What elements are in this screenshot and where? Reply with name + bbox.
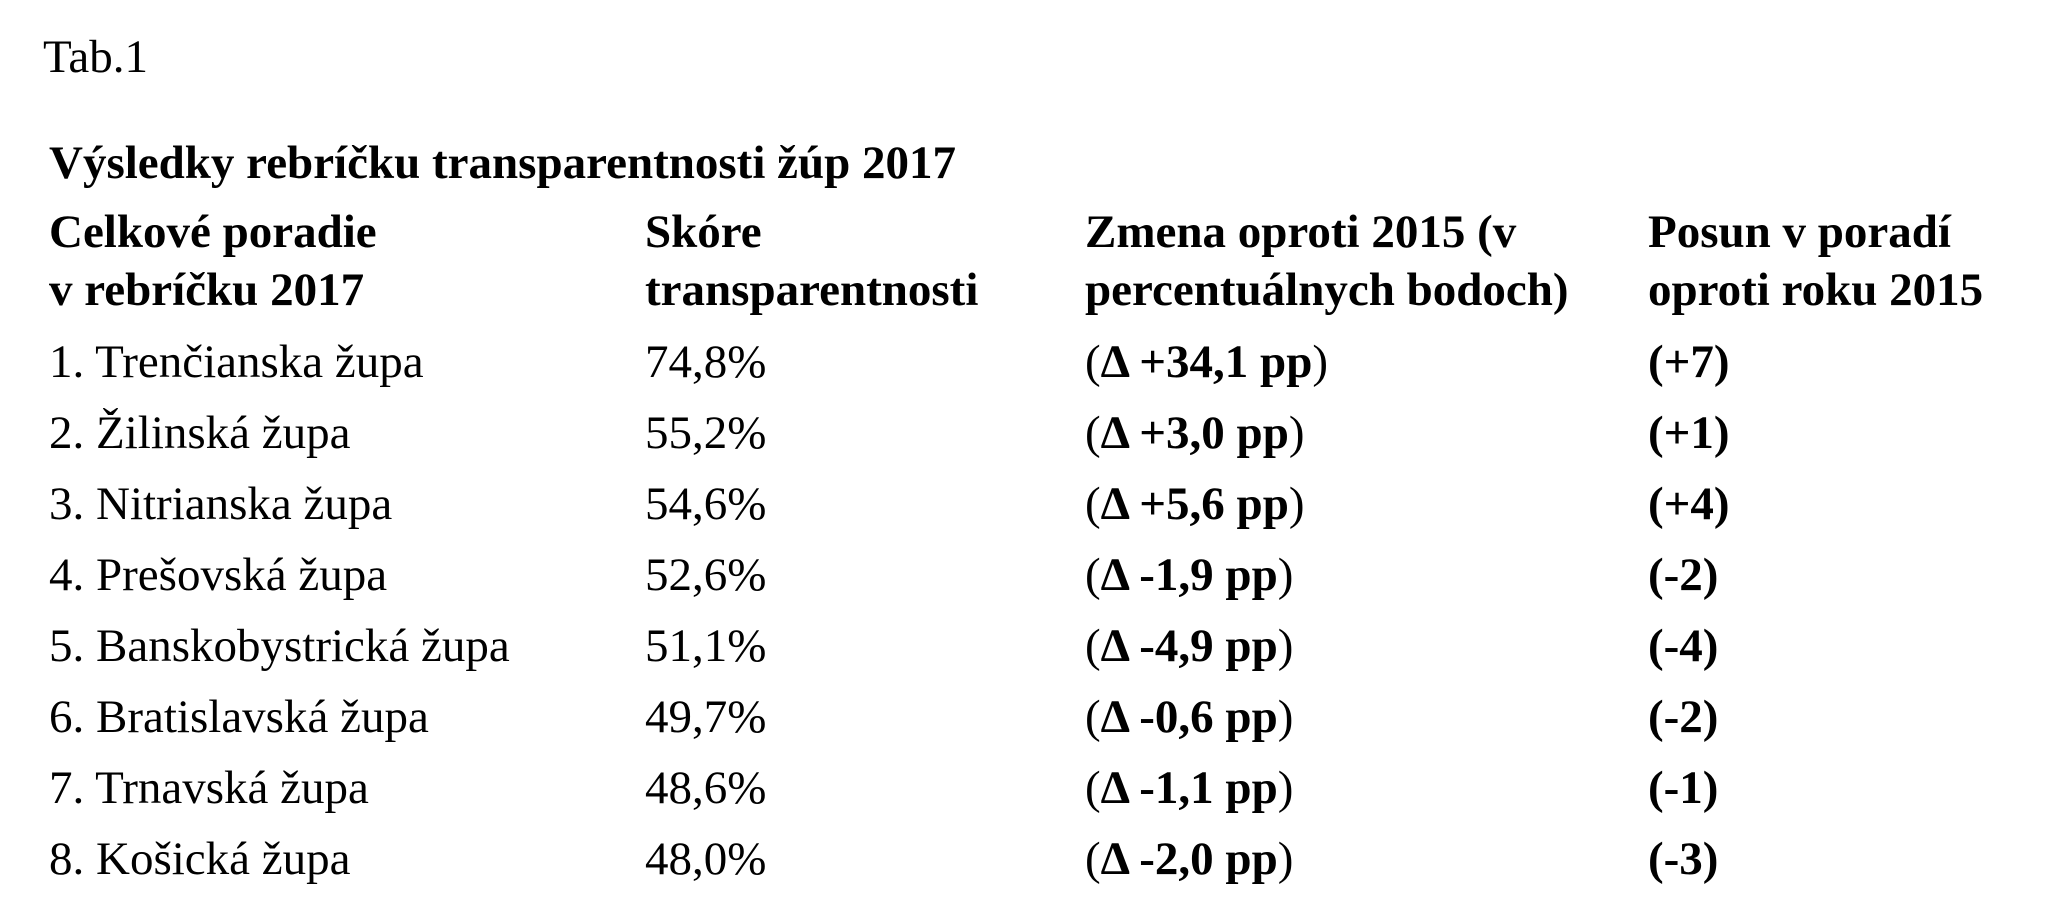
header-change-line-1: Zmena oproti 2015 (v bbox=[1085, 206, 1517, 258]
score-cell: 54,6% bbox=[645, 478, 767, 530]
header-shift bbox=[1648, 203, 1983, 319]
change-close-paren: ) bbox=[1277, 691, 1294, 743]
change-close-paren: ) bbox=[1312, 336, 1328, 388]
change-cell bbox=[1085, 404, 1305, 462]
table-row bbox=[49, 475, 2039, 546]
table-row bbox=[49, 617, 2039, 688]
header-rank-line-1: Celkové poradie bbox=[49, 206, 377, 258]
change-cell bbox=[1085, 759, 1293, 817]
change-open-paren: ( bbox=[1085, 549, 1101, 601]
change-open-paren: ( bbox=[1085, 762, 1101, 814]
change-cell bbox=[1085, 475, 1305, 533]
shift-cell: (-2) bbox=[1648, 691, 1719, 743]
shift-cell: (-3) bbox=[1648, 833, 1719, 885]
change-cell bbox=[1085, 333, 1328, 391]
table-body bbox=[49, 333, 2039, 901]
change-open-paren: ( bbox=[1085, 620, 1101, 672]
header-change bbox=[1085, 203, 1569, 319]
score-cell: 55,2% bbox=[645, 407, 767, 459]
change-close-paren: ) bbox=[1288, 407, 1305, 459]
change-close-paren: ) bbox=[1277, 620, 1294, 672]
rank-cell: 4. Prešovská župa bbox=[49, 549, 388, 601]
rank-cell: 1. Trenčianska župa bbox=[49, 336, 424, 388]
score-cell: 49,7% bbox=[645, 691, 767, 743]
change-cell bbox=[1085, 830, 1293, 888]
change-close-paren: ) bbox=[1277, 833, 1294, 885]
score-cell: 52,6% bbox=[645, 549, 767, 601]
change-value: Δ -4,9 pp bbox=[1100, 620, 1278, 672]
table-row bbox=[49, 404, 2039, 475]
rank-cell: 8. Košická župa bbox=[49, 833, 351, 885]
rank-cell: 7. Trnavská župa bbox=[49, 762, 369, 814]
header-score-line-1: Skóre bbox=[645, 206, 762, 258]
header-score-line-2: transparentnosti bbox=[645, 264, 979, 316]
header-rank-line-2: v rebríčku 2017 bbox=[49, 264, 365, 316]
change-value: Δ -1,9 pp bbox=[1100, 549, 1278, 601]
rank-cell: 3. Nitrianska župa bbox=[49, 478, 393, 530]
change-open-paren: ( bbox=[1085, 478, 1101, 530]
change-open-paren: ( bbox=[1085, 833, 1101, 885]
change-close-paren: ) bbox=[1277, 549, 1294, 601]
change-open-paren: ( bbox=[1085, 336, 1101, 388]
score-cell: 48,0% bbox=[645, 833, 767, 885]
header-shift-line-1: Posun v poradí bbox=[1648, 206, 1951, 258]
table-row bbox=[49, 830, 2039, 901]
rank-cell: 5. Banskobystrická župa bbox=[49, 620, 510, 672]
rank-cell: 6. Bratislavská župa bbox=[49, 691, 429, 743]
table-caption: Tab.1 bbox=[43, 31, 149, 83]
change-open-paren: ( bbox=[1085, 691, 1101, 743]
shift-cell: (-1) bbox=[1648, 762, 1719, 814]
change-close-paren: ) bbox=[1288, 478, 1305, 530]
header-rank bbox=[49, 203, 377, 319]
change-cell bbox=[1085, 546, 1293, 604]
change-cell bbox=[1085, 617, 1293, 675]
score-cell: 74,8% bbox=[645, 336, 767, 388]
change-value: Δ -0,6 pp bbox=[1100, 691, 1278, 743]
change-open-paren: ( bbox=[1085, 407, 1101, 459]
header-score bbox=[645, 203, 978, 319]
change-cell bbox=[1085, 688, 1293, 746]
score-cell: 51,1% bbox=[645, 620, 767, 672]
table-row bbox=[49, 688, 2039, 759]
shift-cell: (+1) bbox=[1648, 407, 1730, 459]
table-header bbox=[49, 203, 2039, 319]
change-value: Δ -1,1 pp bbox=[1100, 762, 1278, 814]
change-value: Δ +34,1 pp bbox=[1100, 336, 1313, 388]
shift-cell: (-2) bbox=[1648, 549, 1719, 601]
shift-cell: (-4) bbox=[1648, 620, 1719, 672]
score-cell: 48,6% bbox=[645, 762, 767, 814]
header-change-line-2: percentuálnych bodoch) bbox=[1085, 264, 1569, 316]
header-shift-line-2: oproti roku 2015 bbox=[1648, 264, 1984, 316]
table-row bbox=[49, 333, 2039, 404]
shift-cell: (+4) bbox=[1648, 478, 1730, 530]
rank-cell: 2. Žilinská župa bbox=[49, 407, 351, 459]
change-close-paren: ) bbox=[1277, 762, 1294, 814]
table-row bbox=[49, 546, 2039, 617]
change-value: Δ -2,0 pp bbox=[1100, 833, 1278, 885]
change-value: Δ +3,0 pp bbox=[1100, 407, 1289, 459]
shift-cell: (+7) bbox=[1648, 336, 1730, 388]
table-row bbox=[49, 759, 2039, 830]
change-value: Δ +5,6 pp bbox=[1100, 478, 1289, 530]
table-title: Výsledky rebríčku transparentnosti žúp 2017 bbox=[49, 137, 957, 189]
